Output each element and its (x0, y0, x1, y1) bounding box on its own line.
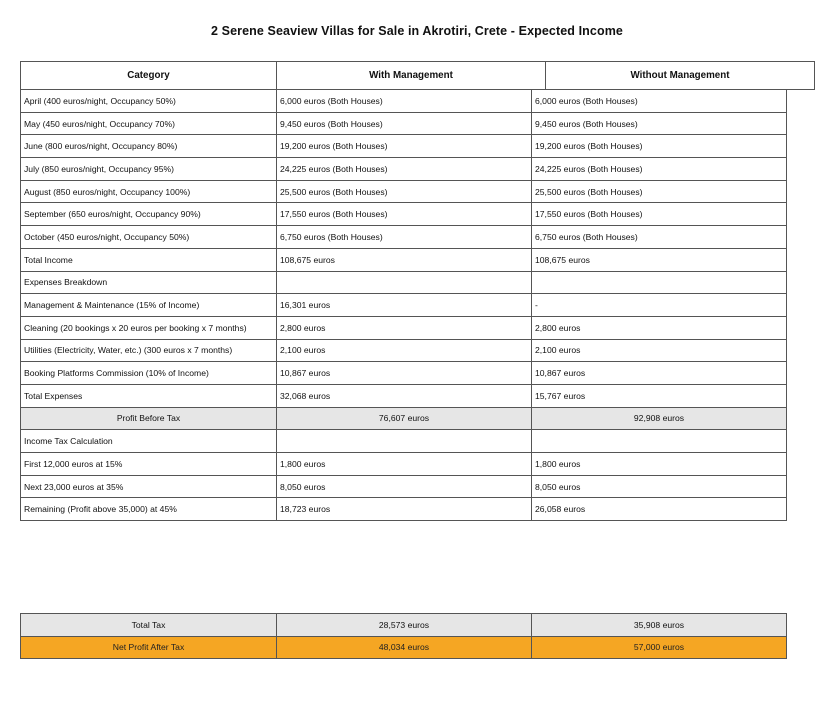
summary-table (20, 613, 787, 659)
table-cell-without-management: 2,800 euros (532, 316, 787, 339)
table-cell-with-management: 10,867 euros (277, 362, 532, 385)
table-cell-category: Remaining (Profit above 35,000) at 45% (21, 498, 277, 521)
table-cell-with-management: 9,450 euros (Both Houses) (277, 112, 532, 135)
table-cell-category: July (850 euros/night, Occupancy 95%) (21, 158, 277, 181)
table-cell-category: First 12,000 euros at 15% (21, 453, 277, 476)
table-cell-without-management: 92,908 euros (532, 407, 787, 430)
table-cell-without-management: 17,550 euros (Both Houses) (532, 203, 787, 226)
table-row (21, 203, 787, 226)
table-cell-with-management: 2,800 euros (277, 316, 532, 339)
table-row (21, 430, 787, 453)
table-cell-without-management: 6,750 euros (Both Houses) (532, 226, 787, 249)
table-cell-with-management: 16,301 euros (277, 294, 532, 317)
table-cell-with-management: 76,607 euros (277, 407, 532, 430)
table-row (21, 226, 787, 249)
table-row (21, 362, 787, 385)
table-cell-with-management: 6,000 euros (Both Houses) (277, 90, 532, 113)
table-cell-with-management: 19,200 euros (Both Houses) (277, 135, 532, 158)
table-cell-without-management: 8,050 euros (532, 475, 787, 498)
table-row (21, 294, 787, 317)
table-cell-category: Profit Before Tax (21, 407, 277, 430)
table-cell-without-management (532, 430, 787, 453)
header-without-management: Without Management (546, 62, 815, 90)
table-row (21, 475, 787, 498)
table-cell-without-management: 15,767 euros (532, 384, 787, 407)
table-cell-category: April (400 euros/night, Occupancy 50%) (21, 90, 277, 113)
income-table-body (21, 90, 787, 521)
table-cell-without-management: 19,200 euros (Both Houses) (532, 135, 787, 158)
table-cell-category: Expenses Breakdown (21, 271, 277, 294)
table-row (21, 158, 787, 181)
table-cell-with-management: 108,675 euros (277, 248, 532, 271)
header-with-management: With Management (277, 62, 546, 90)
header-table (20, 61, 815, 90)
net-profit-label: Net Profit After Tax (21, 636, 277, 659)
table-cell-with-management (277, 271, 532, 294)
table-cell-category: Total Expenses (21, 384, 277, 407)
table-cell-category: May (450 euros/night, Occupancy 70%) (21, 112, 277, 135)
total-tax-row (21, 614, 787, 637)
table-cell-category: Income Tax Calculation (21, 430, 277, 453)
table-cell-category: Cleaning (20 bookings x 20 euros per booking x 7 months) (21, 316, 277, 339)
income-table (20, 89, 787, 521)
table-row (21, 498, 787, 521)
table-cell-without-management: 25,500 euros (Both Houses) (532, 180, 787, 203)
table-row (21, 90, 787, 113)
table-cell-with-management: 25,500 euros (Both Houses) (277, 180, 532, 203)
page-title: 2 Serene Seaview Villas for Sale in Akrotiri, Crete - Expected Income (211, 24, 623, 38)
table-cell-with-management: 17,550 euros (Both Houses) (277, 203, 532, 226)
table-cell-category: August (850 euros/night, Occupancy 100%) (21, 180, 277, 203)
table-cell-category: October (450 euros/night, Occupancy 50%) (21, 226, 277, 249)
table-cell-without-management: 10,867 euros (532, 362, 787, 385)
table-cell-category: Next 23,000 euros at 35% (21, 475, 277, 498)
table-row (21, 339, 787, 362)
table-cell-with-management: 18,723 euros (277, 498, 532, 521)
table-cell-without-management: 1,800 euros (532, 453, 787, 476)
table-cell-without-management: 26,058 euros (532, 498, 787, 521)
table-cell-category: September (650 euros/night, Occupancy 90%) (21, 203, 277, 226)
table-cell-category: Total Income (21, 248, 277, 271)
table-row (21, 453, 787, 476)
table-row (21, 271, 787, 294)
table-cell-without-management: 24,225 euros (Both Houses) (532, 158, 787, 181)
total-tax-label: Total Tax (21, 614, 277, 637)
table-cell-without-management: - (532, 294, 787, 317)
table-row (21, 248, 787, 271)
table-cell-with-management: 6,750 euros (Both Houses) (277, 226, 532, 249)
table-cell-without-management: 6,000 euros (Both Houses) (532, 90, 787, 113)
table-cell-category: Utilities (Electricity, Water, etc.) (300 euros x 7 months) (21, 339, 277, 362)
table-cell-with-management (277, 430, 532, 453)
table-cell-category: Management & Maintenance (15% of Income) (21, 294, 277, 317)
table-cell-without-management: 9,450 euros (Both Houses) (532, 112, 787, 135)
table-row (21, 112, 787, 135)
table-cell-with-management: 1,800 euros (277, 453, 532, 476)
table-cell-category: June (800 euros/night, Occupancy 80%) (21, 135, 277, 158)
net-profit-with-management: 48,034 euros (277, 636, 532, 659)
table-cell-with-management: 2,100 euros (277, 339, 532, 362)
table-row (21, 384, 787, 407)
table-cell-without-management: 2,100 euros (532, 339, 787, 362)
net-profit-without-management: 57,000 euros (532, 636, 787, 659)
table-row (21, 407, 787, 430)
table-row (21, 316, 787, 339)
table-row (21, 135, 787, 158)
total-tax-with-management: 28,573 euros (277, 614, 532, 637)
table-cell-without-management (532, 271, 787, 294)
header-row (21, 62, 815, 90)
table-row (21, 180, 787, 203)
total-tax-without-management: 35,908 euros (532, 614, 787, 637)
header-category: Category (21, 62, 277, 90)
table-cell-with-management: 32,068 euros (277, 384, 532, 407)
table-cell-with-management: 24,225 euros (Both Houses) (277, 158, 532, 181)
table-cell-without-management: 108,675 euros (532, 248, 787, 271)
table-cell-category: Booking Platforms Commission (10% of Income) (21, 362, 277, 385)
table-cell-with-management: 8,050 euros (277, 475, 532, 498)
net-profit-row (21, 636, 787, 659)
